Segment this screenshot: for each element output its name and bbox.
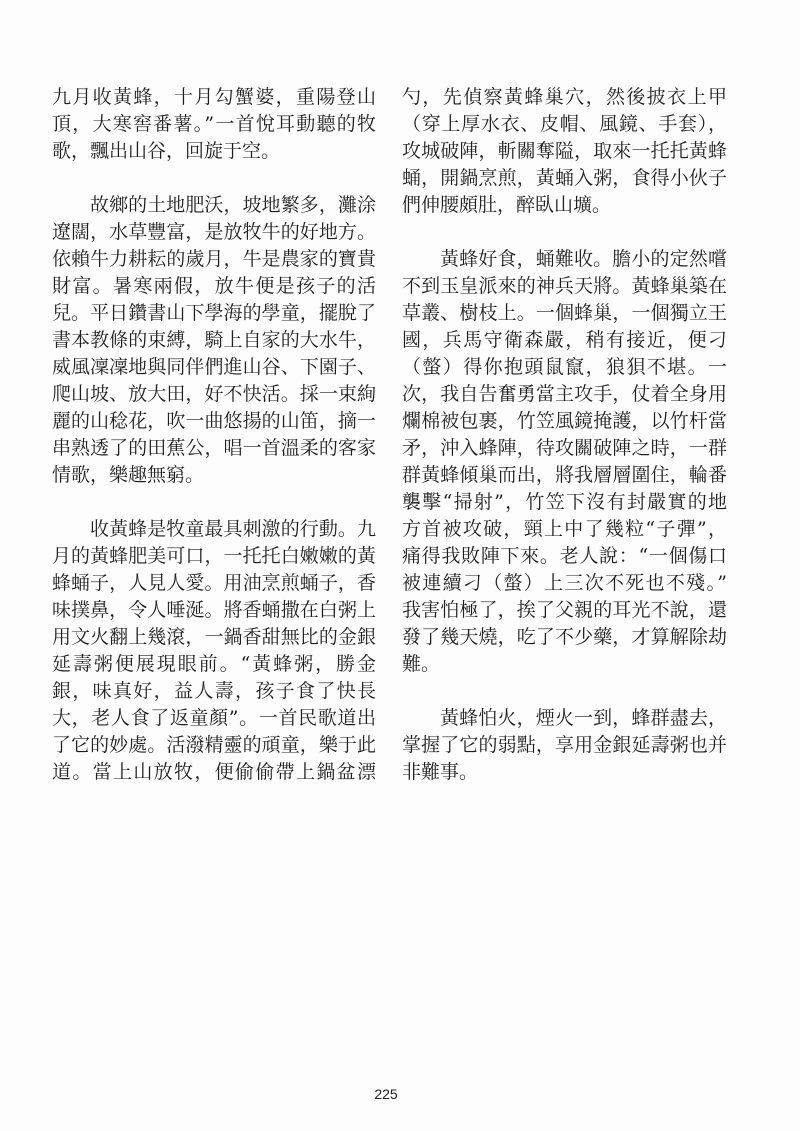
text-line: 麗的山稔花，吹一曲悠揚的山笛，摘一 [52,410,376,432]
text-line: 銀，味真好，益人壽，孩子食了快長 [52,680,376,702]
text-line: 方首被攻破，頸上中了幾粒“子彈”， [402,518,727,540]
text-line: 故鄉的土地肥沃，坡地繁多，灘涂 [90,194,376,216]
text-line: 黃蜂好食，蛹難收。膽小的定然嚐 [440,248,727,270]
text-line: 非難事。 [402,761,479,783]
text-line: 痛得我敗陣下來。老人說：“一個傷口 [402,545,727,567]
text-line: （穿上厚水衣、皮帽、風鏡、手套）， [402,113,727,135]
text-line: 掌握了它的弱點，享用金銀延壽粥也并 [402,734,727,756]
text-line: 群黃蜂傾巢而出，將我層層圍住，輪番 [402,464,727,486]
text-line: 依賴牛力耕耘的歲月，牛是農家的寶貴 [52,248,376,270]
text-line: 味撲鼻，令人唾涎。將香蛹撒在白粥上 [52,599,376,621]
text-line: 了它的妙處。活潑精靈的頑童，樂于此 [52,734,376,756]
text-line: 頂，大寒窖番薯。”一首悅耳動聽的牧 [52,113,376,135]
text-line: 們伸腰頗肚，醉臥山壙。 [402,194,612,216]
text-line: 用文火翻上幾滾，一鍋香甜無比的金銀 [52,626,376,648]
text-line: 大，老人食了返童顏”。一首民歌道出 [52,707,376,729]
text-line: 九月收黃蜂，十月勾蟹婆，重陽登山 [52,86,376,108]
text-line: 歌，飄出山谷，回旋于空。 [52,140,281,162]
text-line: 財富。暑寒兩假，放牛便是孩子的活 [52,275,376,297]
paragraph-stung [402,246,727,678]
text-line: 延壽粥便展現眼前。“黃蜂粥，勝金 [52,653,376,675]
text-line: 串熟透了的田蕉公，唱一首溫柔的客家 [52,437,376,459]
text-line: 書本教條的束縛，騎上自家的大水牛， [52,329,376,351]
text-line: 道。當上山放牧，便偷偷帶上鍋盆漂 [52,761,376,783]
left-column [52,84,376,786]
page-number: 225 [374,1086,398,1102]
text-line: 發了幾天燒，吃了不少藥，才算解除劫 [402,626,727,648]
text-line: 兒。平日鑽書山下學海的學童，擺脫了 [52,302,376,324]
text-line: 月的黃蜂肥美可口，一托托白嫩嫩的黃 [52,545,376,567]
text-line: 不到玉皇派來的神兵天將。黃蜂巢築在 [402,275,727,297]
text-line: 攻城破陣，斬關奪隘，取來一托托黃蜂 [402,140,727,162]
text-line: 我害怕極了，挨了父親的耳光不說，還 [402,599,727,621]
text-line: 威風凜凜地與同伴們進山谷、下園子、 [52,356,376,378]
text-line: 情歌，樂趣無窮。 [52,464,205,486]
text-line: 被連續刁（螫）上三次不死也不殘。” [402,572,727,594]
text-line: 次，我自告奮勇當主攻手，仗着全身用 [402,383,727,405]
text-line: 蛹，開鍋烹煎，黃蛹入粥，食得小伙子 [402,167,727,189]
text-line: 黃蜂怕火，煙火一到，蜂群盡去， [440,707,727,729]
text-line: 勺，先偵察黃蜂巢穴，然後披衣上甲 [402,86,727,108]
text-line: 襲擊“掃射”，竹笠下沒有封嚴實的地 [402,491,727,513]
text-line: 爛棉被包裹，竹笠風鏡掩護，以竹杆當 [402,410,727,432]
text-line: 爬山坡、放大田，好不快活。採一束絢 [52,383,376,405]
paragraph-fire [402,705,727,786]
text-line: 遼闊，水草豐富，是放牧牛的好地方。 [52,221,376,243]
text-line: 蜂蛹子，人見人愛。用油烹煎蛹子，香 [52,572,376,594]
paragraph-raid [402,84,727,219]
text-line: 難。 [402,653,441,675]
text-line: 矛，沖入蜂陣，待攻關破陣之時，一群 [402,437,727,459]
paragraph-continued [52,84,376,165]
paragraph-collecting-wasps [52,516,376,786]
paragraph-homeland [52,192,376,489]
text-line: 草叢、樹枝上。一個蜂巢，一個獨立王 [402,302,727,324]
text-line: （螫）得你抱頭鼠竄，狼狽不堪。一 [402,356,727,378]
text-line: 收黃蜂是牧童最具刺激的行動。九 [90,518,376,540]
text-line: 國，兵馬守衛森嚴，稍有接近，便刁 [402,329,727,351]
right-column [402,84,727,786]
